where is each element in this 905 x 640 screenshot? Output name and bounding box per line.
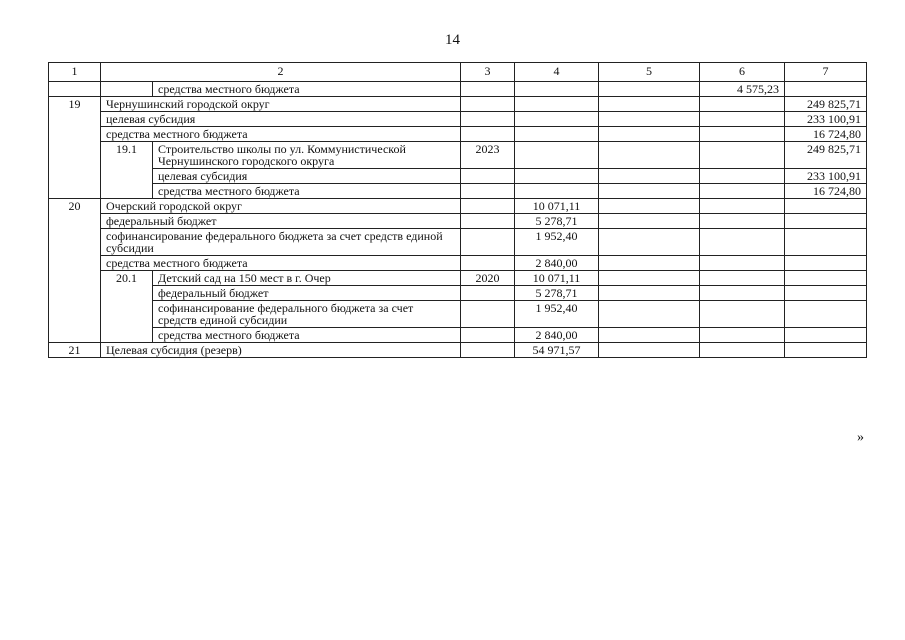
sub-row-number: 20.1 [101,271,153,343]
cell-col-3: 2023 [461,142,515,169]
table-row [49,271,867,286]
cell-col-7: 233 100,91 [785,169,867,184]
header-col-3: 3 [461,63,515,82]
row-number: 19 [49,97,101,199]
cell-col-4: 2 840,00 [515,328,599,343]
table-row [49,184,867,199]
table-row [49,199,867,214]
row-label: федеральный бюджет [153,286,461,301]
row-label: Очерский городской округ [101,199,461,214]
row-label: Чернушинский городской округ [101,97,461,112]
cell-col-7: 233 100,91 [785,112,867,127]
header-col-1: 1 [49,63,101,82]
row-number: 20 [49,199,101,343]
row-label: средства местного бюджета [153,184,461,199]
cell-col-7: 249 825,71 [785,97,867,112]
row-label: софинансирование федерального бюджета за счет средств единой субсидии [101,229,461,256]
table-row [49,343,867,358]
header-row [49,63,867,82]
header-col-4: 4 [515,63,599,82]
cell-col-4: 10 071,11 [515,199,599,214]
cell-col-4: 2 840,00 [515,256,599,271]
header-col-2: 2 [101,63,461,82]
cell-col-4: 1 952,40 [515,301,599,328]
table-row [49,229,867,256]
cell-col-6: 4 575,23 [700,82,785,97]
cell-col-7: 249 825,71 [785,142,867,169]
row-label: средства местного бюджета [101,127,461,142]
cell-col-4: 5 278,71 [515,286,599,301]
header-col-7: 7 [785,63,867,82]
cell-col-4: 10 071,11 [515,271,599,286]
table-row [49,82,867,97]
row-label: федеральный бюджет [101,214,461,229]
row-label: средства местного бюджета [101,256,461,271]
page-number: 14 [445,32,460,48]
row-label: софинансирование федерального бюджета за счет средств единой субсидии [153,301,461,328]
row-label: Целевая субсидия (резерв) [101,343,461,358]
header-col-6: 6 [700,63,785,82]
table-row [49,286,867,301]
cell-col-4: 5 278,71 [515,214,599,229]
sub-row-number: 19.1 [101,142,153,199]
cell-col-3: 2020 [461,271,515,286]
cell-col-7: 16 724,80 [785,184,867,199]
table-row [49,214,867,229]
cell-col-4: 54 971,57 [515,343,599,358]
row-label: Детский сад на 150 мест в г. Очер [153,271,461,286]
closing-quote-mark: » [857,430,864,445]
header-col-5: 5 [599,63,700,82]
table-row [49,97,867,112]
budget-table [48,62,867,358]
row-label: Строительство школы по ул. Коммунистической Чернушинского городского округа [153,142,461,169]
row-label: целевая субсидия [101,112,461,127]
table-row [49,256,867,271]
table-row [49,169,867,184]
row-label: средства местного бюджета [153,328,461,343]
cell-col-4: 1 952,40 [515,229,599,256]
cell-col-7: 16 724,80 [785,127,867,142]
row-label: целевая субсидия [153,169,461,184]
table-row [49,142,867,169]
row-label: средства местного бюджета [153,82,461,97]
table-row [49,112,867,127]
table-row [49,301,867,328]
table-row [49,328,867,343]
table-row [49,127,867,142]
row-number: 21 [49,343,101,358]
